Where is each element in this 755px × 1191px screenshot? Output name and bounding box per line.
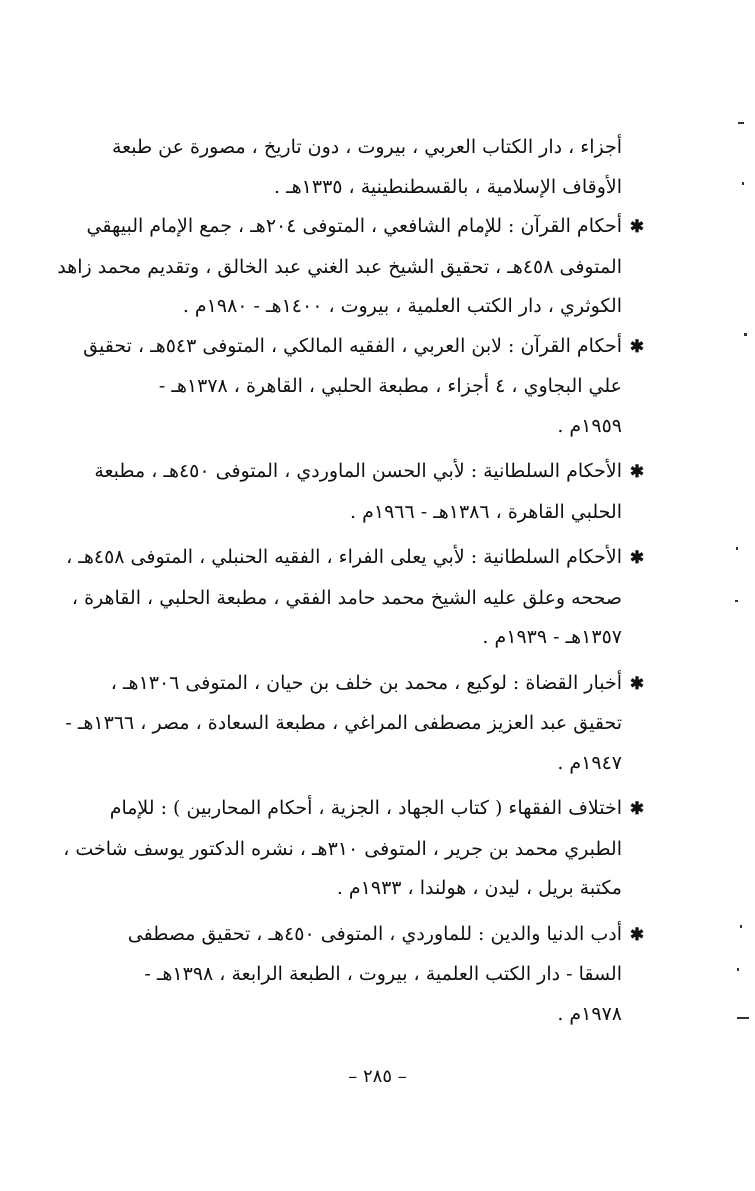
entry-6-line-1: اختلاف الفقهاء ( كتاب الجهاد ، الجزية ، أحكام المحاربين ) : للإمام: [109, 797, 622, 819]
intro-line-1: أجزاء ، دار الكتاب العربي ، بيروت ، دون تاريخ ، مصورة عن طبعة: [111, 136, 622, 158]
entry-4-line-1: الأحكام السلطانية : لأبي يعلى الفراء ، الفقيه الحنبلي ، المتوفى ٤٥٨هـ ،: [66, 546, 622, 568]
bibliography-entry-7: [108, 915, 648, 1035]
bullet-star-icon: ✱: [629, 548, 645, 568]
entry-5-line-3: ١٩٤٧م .: [557, 751, 622, 774]
entry-3-line-2: الحلبي القاهرة ، ١٣٨٦هـ - ١٩٦٦م .: [350, 500, 622, 523]
entry-1-line-2: المتوفى ٤٥٨هـ ، تحقيق الشيخ عبد الغني عبد الخالق ، وتقديم محمد زاهد: [57, 255, 622, 278]
entry-2-line-3: ١٩٥٩م .: [557, 414, 622, 437]
entry-7-line-2: السقا - دار الكتب العلمية ، بيروت ، الطبعة الرابعة ، ١٣٩٨هـ -: [144, 963, 622, 985]
page-number: – ٢٨٥ –: [348, 1066, 407, 1087]
bibliography-entry-5: [65, 664, 648, 784]
entry-2-line-2: علي البجاوي ، ٤ أجزاء ، مطبعة الحلبي ، القاهرة ، ١٣٧٨هـ -: [158, 375, 622, 397]
scan-mark: [737, 968, 739, 971]
bibliography-entry-3: [94, 452, 648, 532]
entry-1-line-1: أحكام القرآن : للإمام الشافعي ، المتوفى ٢٠٤هـ ، جمع الإمام البيهقي: [86, 215, 622, 237]
entry-7-line-1: أدب الدنيا والدين : للماوردي ، المتوفى ٤٥٠هـ ، تحقيق مصطفى: [127, 922, 622, 945]
bibliography-entry-4: [66, 538, 648, 658]
bullet-star-icon: ✱: [629, 673, 645, 694]
bibliography-entry-1: [57, 207, 648, 327]
bullet-star-icon: ✱: [629, 462, 645, 482]
entry-6-line-2: الطبري محمد بن جرير ، المتوفى ٣١٠هـ ، نشره الدكتور يوسف شاخت ،: [63, 837, 622, 860]
scan-mark: [735, 600, 738, 602]
intro-line-2: الأوقاف الإسلامية ، بالقسطنطينية ، ١٣٣٥هـ .: [273, 175, 622, 198]
intro-continuation: [108, 128, 648, 207]
entry-6-line-3: مكتبة بريل ، ليدن ، هولندا ، ١٩٣٣م .: [336, 877, 622, 899]
scan-mark: [740, 925, 742, 928]
bullet-star-icon: ✱: [629, 924, 645, 945]
scan-mark: [744, 333, 747, 336]
bibliography-entry-6: [63, 789, 648, 909]
entry-4-line-2: صححه وعلق عليه الشيخ محمد حامد الفقي ، مطبعة الحلبي ، القاهرة ،: [71, 586, 622, 609]
scan-mark: [742, 182, 744, 185]
bullet-star-icon: ✱: [629, 336, 645, 357]
entry-5-line-1: أخبار القضاة : لوكيع ، محمد بن خلف بن حيان ، المتوفى ١٣٠٦هـ ،: [110, 671, 622, 694]
bibliography-entry-2: [83, 327, 648, 447]
entry-7-line-3: ١٩٧٨م .: [557, 1002, 622, 1025]
entry-4-line-3: ١٣٥٧هـ - ١٩٣٩م .: [482, 626, 622, 648]
scan-mark: [738, 122, 744, 124]
entry-2-line-1: أحكام القرآن : لابن العربي ، الفقيه المالكي ، المتوفى ٥٤٣هـ ، تحقيق: [83, 334, 622, 357]
bibliography-list: [57, 128, 648, 1034]
entry-5-line-2: تحقيق عبد العزيز مصطفى المراغي ، مطبعة السعادة ، مصر ، ١٣٦٦هـ -: [65, 712, 622, 734]
entry-3-line-1: الأحكام السلطانية : لأبي الحسن الماوردي ، المتوفى ٤٥٠هـ ، مطبعة: [94, 460, 622, 482]
scan-mark: [737, 1017, 749, 1019]
scan-mark: [736, 547, 738, 550]
bullet-star-icon: ✱: [629, 217, 645, 237]
bullet-star-icon: ✱: [629, 799, 645, 819]
entry-1-line-3: الكوثري ، دار الكتب العلمية ، بيروت ، ١٤٠٠هـ - ١٩٨٠م .: [182, 295, 622, 317]
